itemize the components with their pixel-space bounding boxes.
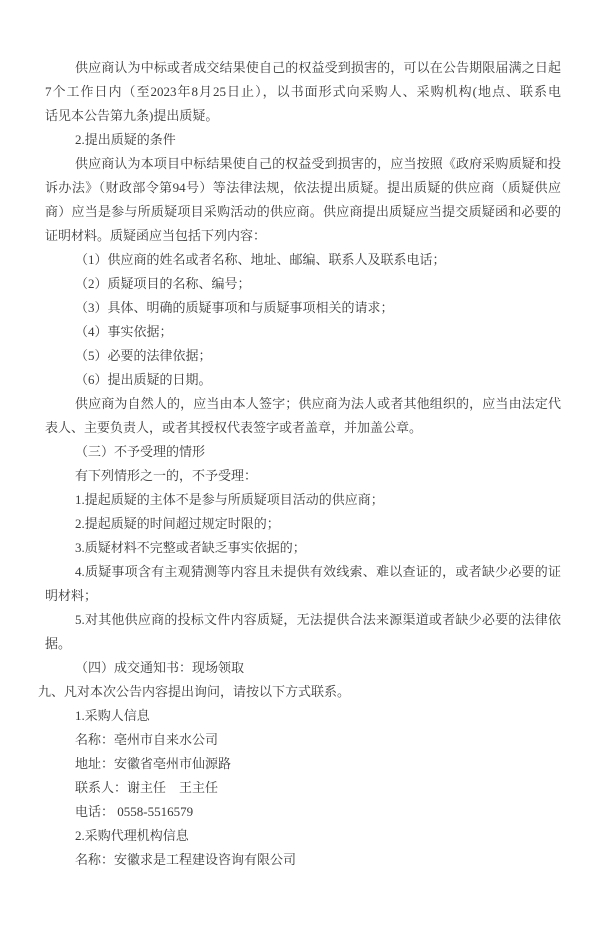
text-line: 供应商认为本项目中标结果使自己的权益受到损害的，应当按照《政府采购质疑和投 bbox=[75, 156, 561, 171]
text-line: 1.提起质疑的主体不是参与所质疑项目活动的供应商； bbox=[75, 492, 384, 507]
text-line: 表人、主要负责人，或者其授权代表签字或者盖章，并加盖公章。 bbox=[45, 420, 423, 435]
text-line: 话见本公告第九条)提出质疑。 bbox=[45, 108, 219, 123]
text-line: 4.质疑事项含有主观猜测等内容且未提供有效线索、难以查证的，或者缺少必要的证 bbox=[75, 564, 561, 579]
text-line: 名称：亳州市自来水公司 bbox=[75, 732, 219, 747]
text-line: 九、凡对本次公告内容提出询问，请按以下方式联系。 bbox=[38, 684, 351, 699]
text-line: （三）不予受理的情形 bbox=[75, 444, 206, 459]
text-line: 2.采购代理机构信息 bbox=[75, 828, 189, 843]
text-line: 据。 bbox=[45, 636, 72, 651]
text-line: 1.采购人信息 bbox=[75, 708, 150, 723]
text-line: 3.质疑材料不完整或者缺乏事实依据的； bbox=[75, 540, 306, 555]
text-line: 7个工作日内（至2023年8月25日止），以书面形式向采购人、采购机构(地点、联系电 bbox=[45, 84, 561, 99]
text-line: （1）供应商的姓名或者名称、地址、邮编、联系人及联系电话； bbox=[75, 252, 446, 267]
text-line: 5.对其他供应商的投标文件内容质疑，无法提供合法来源渠道或者缺少必要的法律依 bbox=[75, 612, 561, 627]
text-line: 电话： 0558-5516579 bbox=[75, 804, 194, 819]
text-line: 供应商认为中标或者成交结果使自己的权益受到损害的，可以在公告期限届满之日起 bbox=[75, 60, 561, 75]
text-line: 商）应当是参与所质疑项目采购活动的供应商。供应商提出质疑应当提交质疑函和必要的 bbox=[45, 204, 561, 219]
text-line: （四）成交通知书：现场领取 bbox=[75, 660, 245, 675]
text-line: 2.提出质疑的条件 bbox=[75, 132, 176, 147]
text-line: 2.提起质疑的时间超过规定时限的； bbox=[75, 516, 280, 531]
text-line: 诉办法》（财政部令第94号）等法律法规，依法提出质疑。提出质疑的供应商（质疑供应 bbox=[45, 180, 561, 195]
text-line: 明材料； bbox=[45, 588, 98, 603]
text-line: （5）必要的法律依据； bbox=[75, 348, 212, 363]
text-line: 名称：安徽求是工程建设咨询有限公司 bbox=[75, 852, 297, 867]
text-line: 地址：安徽省亳州市仙源路 bbox=[75, 756, 232, 771]
text-line: 联系人：谢主任 王主任 bbox=[75, 780, 219, 795]
text-line: （4）事实依据； bbox=[75, 324, 173, 339]
text-line: （2）质疑项目的名称、编号； bbox=[75, 276, 251, 291]
text-line: （6）提出质疑的日期。 bbox=[75, 372, 212, 387]
text-line: （3）具体、明确的质疑事项和与质疑事项相关的请求； bbox=[75, 300, 394, 315]
text-line: 供应商为自然人的，应当由本人签字；供应商为法人或者其他组织的，应当由法定代 bbox=[75, 396, 561, 411]
text-line: 有下列情形之一的，不予受理： bbox=[75, 468, 258, 483]
text-line: 证明材料。质疑函应当包括下列内容： bbox=[45, 228, 267, 243]
